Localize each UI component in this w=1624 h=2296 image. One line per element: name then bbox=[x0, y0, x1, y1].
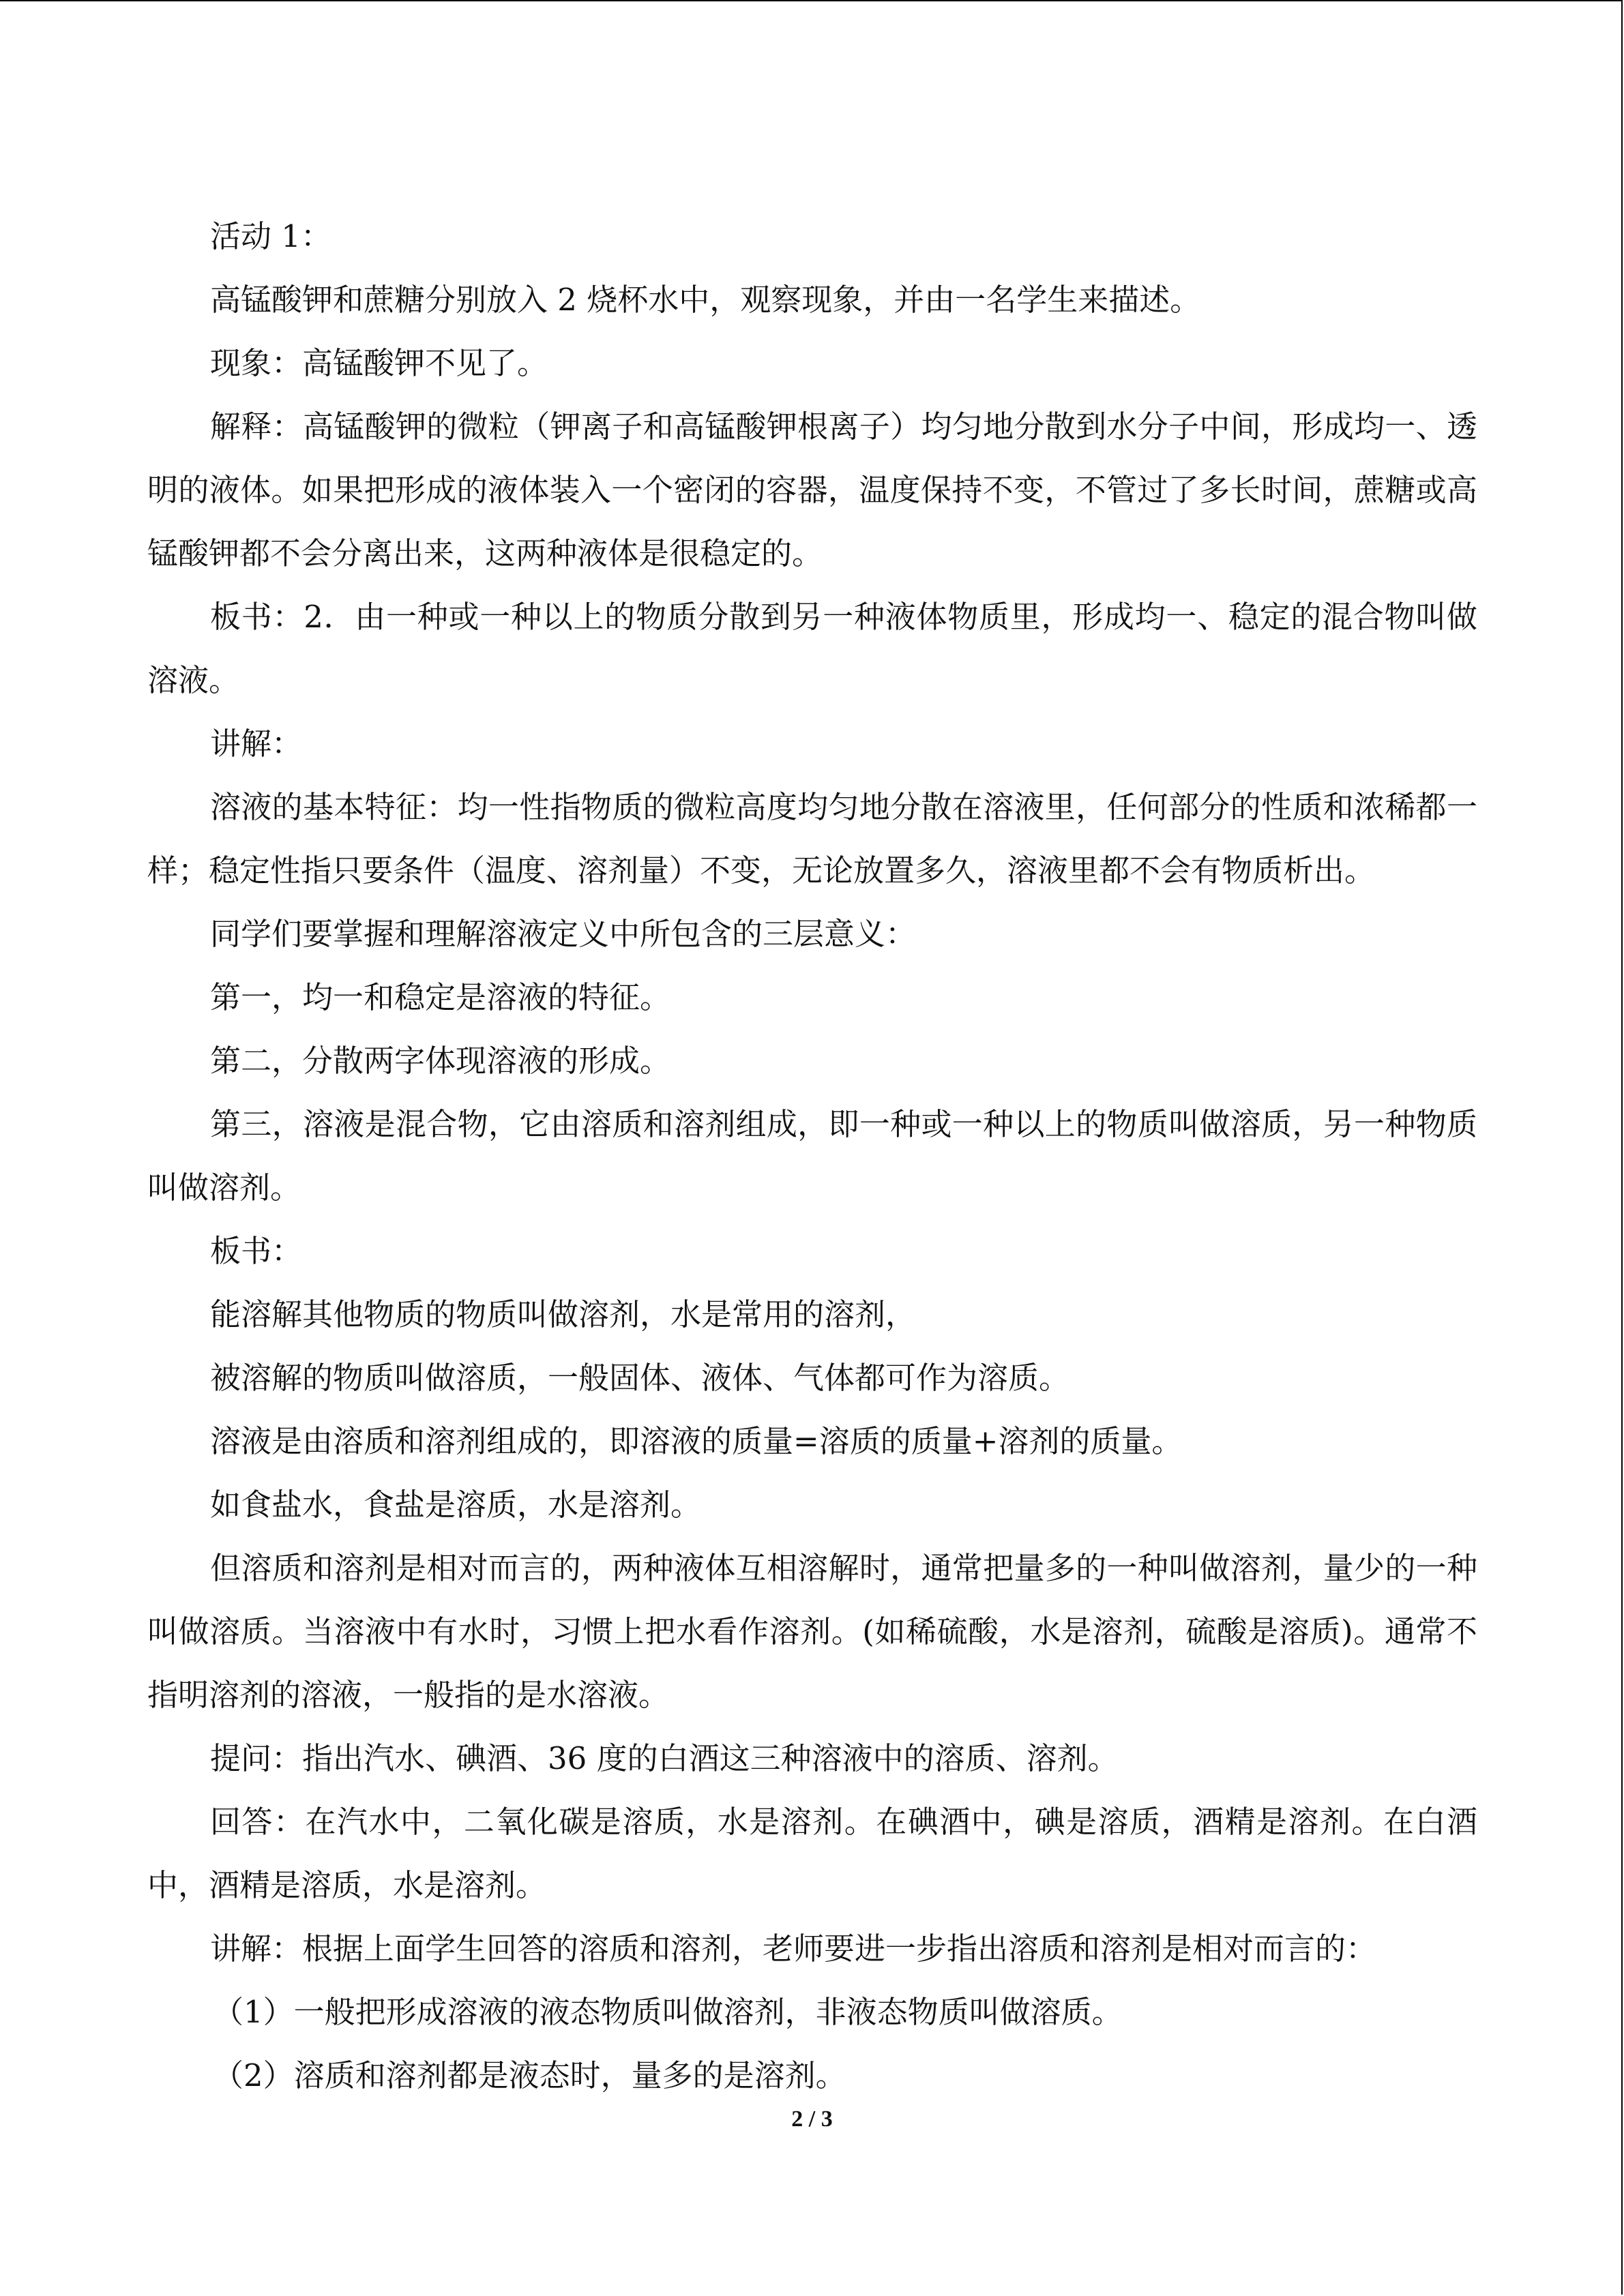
paragraph-solute-definition: 被溶解的物质叫做溶质，一般固体、液体、气体都可作为溶质。 bbox=[210, 1360, 1070, 1396]
paragraph-solvent-definition: 能溶解其他物质的物质叫做溶剂，水是常用的溶剂， bbox=[210, 1296, 917, 1332]
document-body bbox=[147, 205, 1477, 2107]
paragraph-rule-1: （1）一般把形成溶液的液态物质叫做溶剂，非液态物质叫做溶质。 bbox=[213, 1994, 1123, 2030]
paragraph-relative-note: 但溶质和溶剂是相对而言的，两种液体互相溶解时，通常把量多的一种叫做溶剂，量少的一种叫做溶质。当溶液中有水时，习惯上把水看作溶剂。(如稀硫酸，水是溶剂，硫酸是溶质)。通常不指明溶剂的溶液，一般指的是水溶液。 bbox=[147, 1550, 1477, 1713]
paragraph-board-definition: 板书：2．由一种或一种以上的物质分散到另一种液体物质里，形成均一、稳定的混合物叫做溶液。 bbox=[147, 599, 1477, 698]
page-number: 2 / 3 bbox=[791, 2106, 833, 2132]
paragraph-salt-example: 如食盐水，食盐是溶质，水是溶剂。 bbox=[210, 1487, 702, 1523]
paragraph-phenomenon: 现象：高锰酸钾不见了。 bbox=[210, 345, 548, 381]
paragraph-mass-relation: 溶液是由溶质和溶剂组成的，即溶液的质量=溶质的质量+溶剂的质量。 bbox=[210, 1423, 1183, 1459]
paragraph-activity-title: 活动 1： bbox=[210, 218, 331, 254]
paragraph-lecture-relative: 讲解：根据上面学生回答的溶质和溶剂，老师要进一步指出溶质和溶剂是相对而言的： bbox=[210, 1930, 1377, 1967]
paragraph-lecture-heading: 讲解： bbox=[210, 726, 303, 762]
paragraph-rule-2: （2）溶质和溶剂都是液态时，量多的是溶剂。 bbox=[213, 2057, 846, 2093]
paragraph-board-heading: 板书： bbox=[210, 1233, 303, 1269]
paragraph-three-meanings: 同学们要掌握和理解溶液定义中所包含的三层意义： bbox=[210, 916, 917, 952]
paragraph-meaning-first: 第一，均一和稳定是溶液的特征。 bbox=[210, 979, 671, 1015]
paragraph-answer: 回答：在汽水中，二氧化碳是溶质，水是溶剂。在碘酒中，碘是溶质，酒精是溶剂。在白酒中，酒精是溶质，水是溶剂。 bbox=[147, 1804, 1477, 1903]
paragraph-activity-description: 高锰酸钾和蔗糖分别放入 2 烧杯水中，观察现象，并由一名学生来描述。 bbox=[210, 282, 1201, 318]
paragraph-solution-features: 溶液的基本特征：均一性指物质的微粒高度均匀地分散在溶液里，任何部分的性质和浓稀都一样；稳定性指只要条件（温度、溶剂量）不变，无论放置多久，溶液里都不会有物质析出。 bbox=[147, 789, 1477, 889]
paragraph-question: 提问：指出汽水、碘酒、36 度的白酒这三种溶液中的溶质、溶剂。 bbox=[210, 1740, 1119, 1776]
paragraph-explanation: 解释：高锰酸钾的微粒（钾离子和高锰酸钾根离子）均匀地分散到水分子中间，形成均一、透明的液体。如果把形成的液体装入一个密闭的容器，温度保持不变，不管过了多长时间，蔗糖或高锰酸钾都不会分离出来，这两种液体是很稳定的。 bbox=[147, 408, 1477, 571]
paragraph-meaning-second: 第二，分散两字体现溶液的形成。 bbox=[210, 1043, 671, 1079]
paragraph-meaning-third: 第三，溶液是混合物，它由溶质和溶剂组成，即一种或一种以上的物质叫做溶质，另一种物质叫做溶剂。 bbox=[147, 1106, 1477, 1206]
